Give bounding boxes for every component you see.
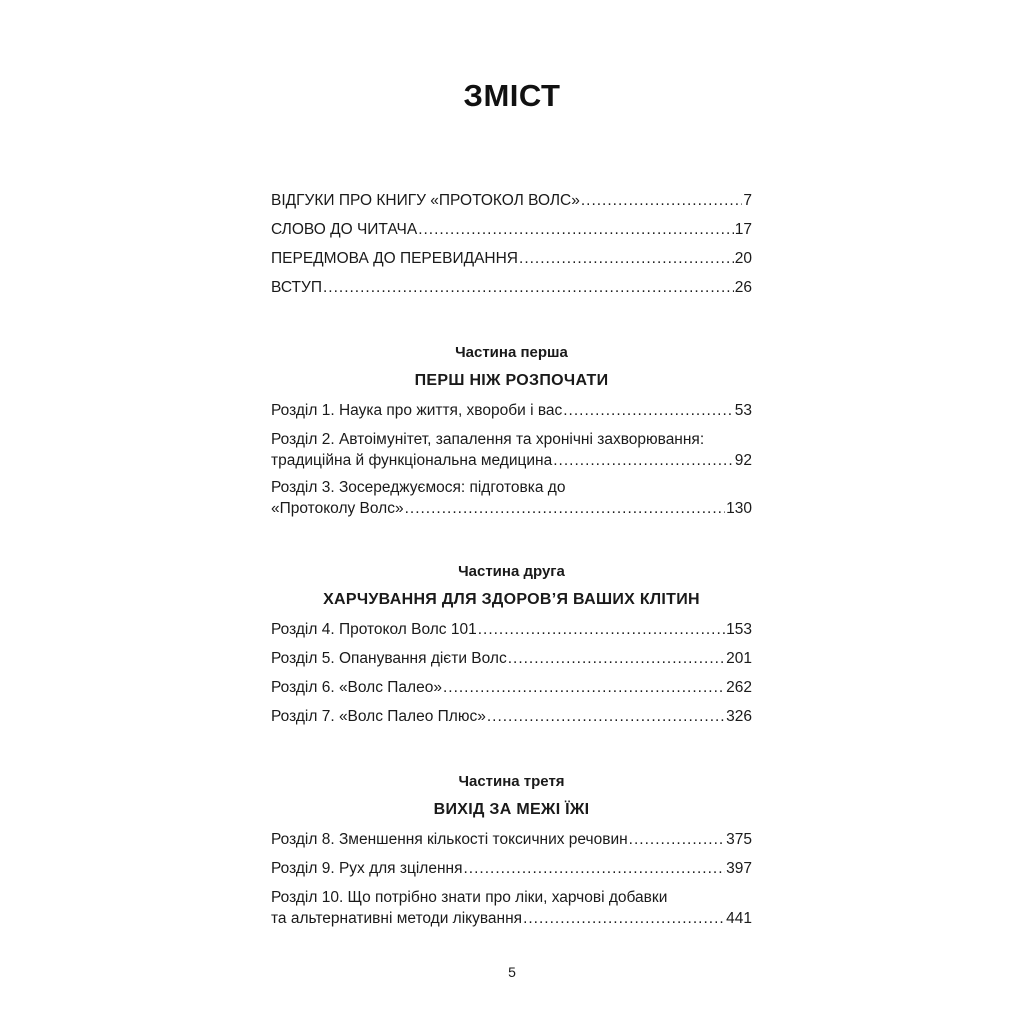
- part-title: ВИХІД ЗА МЕЖІ ЇЖІ: [433, 801, 590, 818]
- dot-leader: [443, 673, 725, 702]
- entry-page: 441: [726, 910, 752, 927]
- dot-leader: [519, 244, 734, 273]
- part-section: [271, 340, 752, 521]
- part-title: ПЕРШ НІЖ РОЗПОЧАТИ: [414, 372, 609, 389]
- toc-entry: [271, 186, 752, 215]
- entry-page: 326: [726, 708, 752, 725]
- part-label: Частина третя: [458, 773, 565, 790]
- toc-entry: [271, 644, 752, 673]
- entry-page: 7: [743, 192, 752, 209]
- entry-title-line1: Розділ 2. Автоімунітет, запалення та хронічні захворювання:: [271, 431, 705, 448]
- dot-leader: [553, 449, 734, 473]
- entry-page: 53: [734, 402, 752, 419]
- entry-title: Розділ 1. Наука про життя, хвороби і вас: [271, 402, 563, 419]
- dot-leader: [478, 615, 725, 644]
- entry-title: Розділ 5. Опанування дієти Волс: [271, 650, 507, 667]
- entry-page: 262: [726, 679, 752, 696]
- toc-entry: [271, 673, 752, 702]
- entry-page: 201: [726, 650, 752, 667]
- dot-leader: [508, 644, 725, 673]
- part-label: Частина перша: [455, 344, 568, 361]
- toc-entry: [271, 273, 752, 302]
- entry-title: ПЕРЕДМОВА ДО ПЕРЕВИДАННЯ: [271, 250, 519, 267]
- entry-title: традиційна й функціональна медицина: [271, 452, 553, 469]
- entry-title: ВІДГУКИ ПРО КНИГУ «ПРОТОКОЛ ВОЛС»: [271, 192, 580, 209]
- entry-title: Розділ 8. Зменшення кількості токсичних речовин: [271, 831, 628, 848]
- entry-title: Розділ 7. «Волс Палео Плюс»: [271, 708, 486, 725]
- part-title: ХАРЧУВАННЯ ДЛЯ ЗДОРОВ’Я ВАШИХ КЛІТИН: [323, 591, 700, 608]
- toc-entry: [271, 854, 752, 883]
- toc-entry: [271, 215, 752, 244]
- entry-title-line1: Розділ 10. Що потрібно знати про ліки, харчові добавки: [271, 889, 668, 906]
- part-section: [271, 559, 752, 731]
- entry-page: 17: [734, 221, 752, 238]
- entry-page: 397: [726, 860, 752, 877]
- part-section: [271, 769, 752, 931]
- dot-leader: [323, 273, 734, 302]
- toc-entry: [271, 473, 752, 521]
- entry-title: «Протоколу Волс»: [271, 500, 404, 517]
- entry-title: Розділ 9. Рух для зцілення: [271, 860, 463, 877]
- entry-page: 130: [726, 500, 752, 517]
- toc-entry: [271, 825, 752, 854]
- entry-page: 375: [726, 831, 752, 848]
- page-title: ЗМІСТ: [463, 78, 561, 113]
- dot-leader: [405, 497, 726, 521]
- dot-leader: [581, 186, 743, 215]
- dot-leader: [487, 702, 725, 731]
- entry-title-line1: Розділ 3. Зосереджуємося: підготовка до: [271, 479, 566, 496]
- toc-entry: [271, 702, 752, 731]
- entry-title: Розділ 6. «Волс Палео»: [271, 679, 442, 696]
- toc-entry: [271, 244, 752, 273]
- dot-leader: [563, 396, 734, 425]
- entry-title: ВСТУП: [271, 279, 322, 296]
- entry-title: та альтернативні методи лікування: [271, 910, 523, 927]
- entry-page: 92: [734, 452, 752, 469]
- entry-page: 153: [726, 621, 752, 638]
- toc-entry: [271, 615, 752, 644]
- table-of-contents: [271, 186, 752, 931]
- toc-entry: [271, 396, 752, 425]
- part-label: Частина друга: [458, 563, 565, 580]
- toc-entry: [271, 883, 752, 931]
- toc-entry: [271, 425, 752, 473]
- dot-leader: [523, 907, 725, 931]
- dot-leader: [629, 825, 725, 854]
- entry-title: Розділ 4. Протокол Волс 101: [271, 621, 477, 638]
- page-number: 5: [508, 964, 516, 980]
- front-matter: [271, 186, 752, 302]
- entry-title: СЛОВО ДО ЧИТАЧА: [271, 221, 418, 238]
- entry-page: 20: [734, 250, 752, 267]
- dot-leader: [418, 215, 734, 244]
- entry-page: 26: [734, 279, 752, 296]
- dot-leader: [463, 854, 725, 883]
